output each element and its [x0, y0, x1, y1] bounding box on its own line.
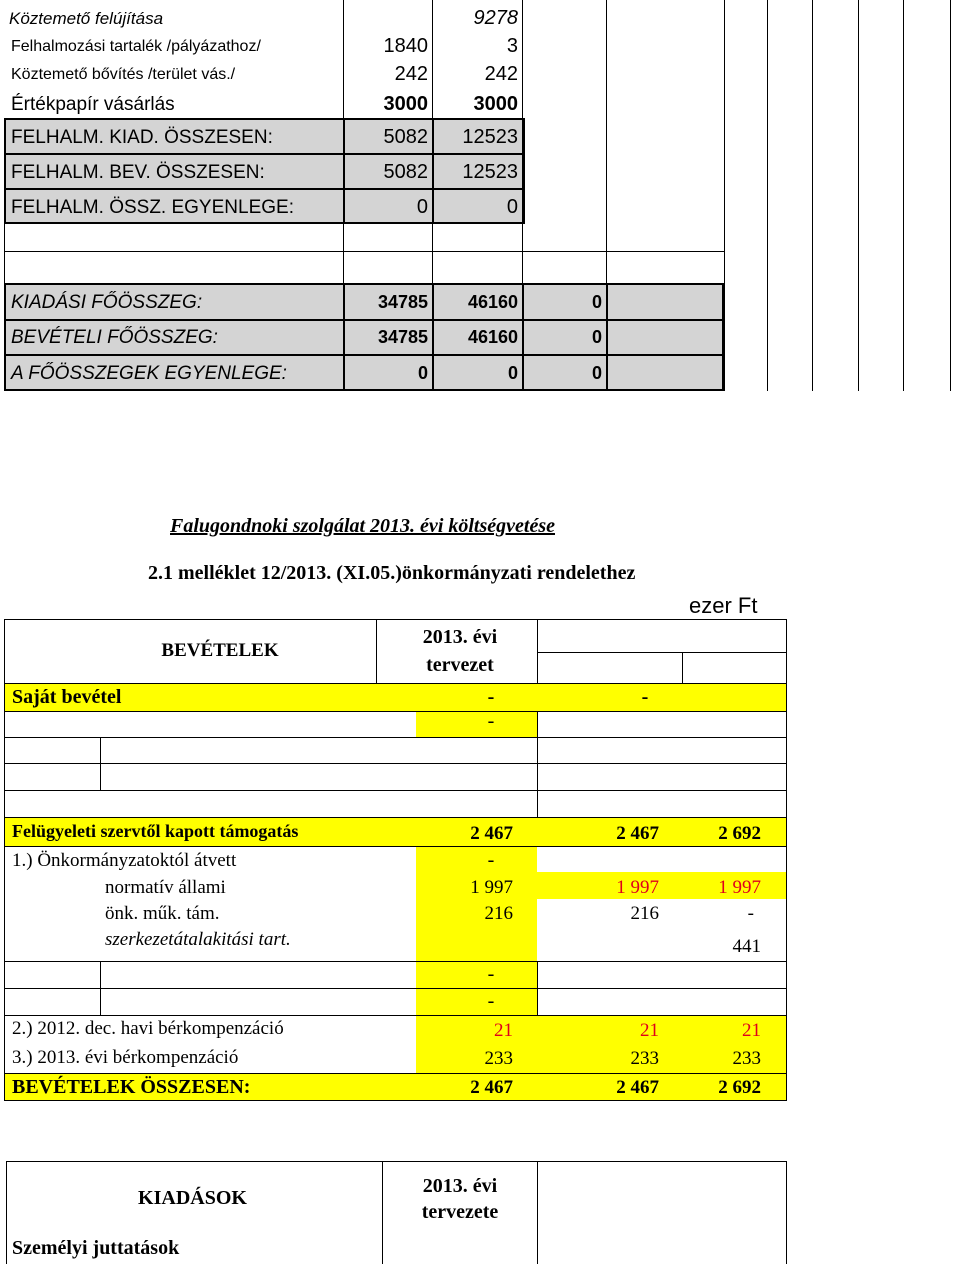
- row-value: 21: [640, 1020, 659, 1041]
- revenue-header: BEVÉTELEK: [161, 640, 279, 661]
- summary-value: 46160: [467, 327, 518, 347]
- row-label: Saját bevétel: [12, 686, 122, 708]
- summary-value: 0: [591, 292, 602, 312]
- row-label: 1.) Önkormányzatoktól átvett: [12, 850, 237, 871]
- row-value: 1 997: [470, 877, 513, 898]
- summary-value: 0: [591, 363, 602, 383]
- row-value: 242: [484, 63, 518, 85]
- summary-label: BEVÉTELI FŐÖSSZEG:: [11, 327, 218, 348]
- row-value: 9278: [473, 7, 518, 29]
- total-label: FELHALM. BEV. ÖSSZESEN:: [11, 162, 265, 183]
- row-label: önk. műk. tám.: [105, 903, 220, 924]
- row-label: normatív állami: [105, 877, 226, 898]
- row-label: Értékpapír vásárlás: [11, 94, 175, 115]
- row-value: 233: [732, 1048, 761, 1069]
- row-value: -: [487, 686, 495, 708]
- row-label: 2.) 2012. dec. havi bérkompenzáció: [12, 1018, 284, 1039]
- row-value: 21: [742, 1020, 761, 1041]
- header-year: 2013. évi: [422, 1175, 498, 1197]
- summary-label: A FŐÖSSZEGEK EGYENLEGE:: [11, 363, 287, 384]
- row-value: 233: [484, 1048, 513, 1069]
- row-value: 242: [394, 63, 428, 85]
- row-value: -: [641, 686, 649, 708]
- header-year: tervezete: [421, 1201, 499, 1223]
- total-value: 2 467: [470, 1077, 513, 1098]
- row-label: Köztemető bővítés /terület vás./: [11, 66, 236, 83]
- row-value: -: [487, 963, 495, 985]
- section-title: Falugondnoki szolgálat 2013. évi költségvetése: [170, 515, 555, 537]
- total-value: 2 692: [718, 1077, 761, 1098]
- row-value: 2 692: [718, 823, 761, 844]
- row-label: Személyi juttatások: [12, 1237, 180, 1259]
- expenses-header: KIADÁSOK: [138, 1187, 247, 1209]
- row-value: 3000: [473, 93, 518, 115]
- total-label: FELHALM. KIAD. ÖSSZESEN:: [11, 127, 273, 148]
- total-label: FELHALM. ÖSSZ. EGYENLEGE:: [11, 197, 294, 218]
- row-value: 3: [506, 35, 518, 57]
- row-value: 2 467: [470, 823, 513, 844]
- row-value: 1840: [383, 35, 428, 57]
- summary-value: 34785: [377, 292, 428, 312]
- unit-label: ezer Ft: [689, 593, 758, 618]
- section-subtitle: 2.1 melléklet 12/2013. (XI.05.)önkormányzati rendelethez: [148, 562, 636, 584]
- row-value: -: [487, 990, 495, 1012]
- row-value: 1 997: [718, 877, 761, 898]
- row-label: Felügyeleti szervtől kapott támogatás: [12, 821, 299, 841]
- row-value: 21: [494, 1020, 513, 1041]
- row-value: -: [487, 710, 495, 732]
- row-label: Felhalmozási tartalék /pályázathoz/: [11, 38, 261, 55]
- row-label: 3.) 2013. évi bérkompenzáció: [12, 1047, 239, 1068]
- row-value: 216: [484, 903, 513, 924]
- row-label: Köztemető felújítása: [9, 9, 164, 28]
- summary-value: 0: [507, 363, 518, 383]
- row-value: -: [747, 903, 754, 924]
- row-value: 2 467: [616, 823, 659, 844]
- total-value: 0: [506, 196, 518, 218]
- total-value: 5082: [383, 161, 428, 183]
- summary-value: 46160: [467, 292, 518, 312]
- total-label: BEVÉTELEK ÖSSZESEN:: [12, 1076, 251, 1098]
- row-value: 216: [630, 903, 659, 924]
- row-value: -: [487, 849, 495, 871]
- row-value: 1 997: [616, 877, 659, 898]
- row-value: 441: [732, 936, 761, 957]
- summary-value: 0: [591, 327, 602, 347]
- header-year: 2013. évi: [422, 626, 498, 648]
- row-value: 3000: [383, 93, 428, 115]
- row-label: szerkezetátalakitási tart.: [105, 929, 291, 950]
- header-year: tervezet: [426, 654, 494, 676]
- total-value: 12523: [462, 161, 518, 183]
- total-value: 5082: [383, 126, 428, 148]
- total-value: 12523: [462, 126, 518, 148]
- row-value: 233: [630, 1048, 659, 1069]
- summary-label: KIADÁSI FŐÖSSZEG:: [11, 292, 203, 313]
- total-value: 2 467: [616, 1077, 659, 1098]
- summary-value: 34785: [377, 327, 428, 347]
- total-value: 0: [416, 196, 428, 218]
- summary-value: 0: [417, 363, 428, 383]
